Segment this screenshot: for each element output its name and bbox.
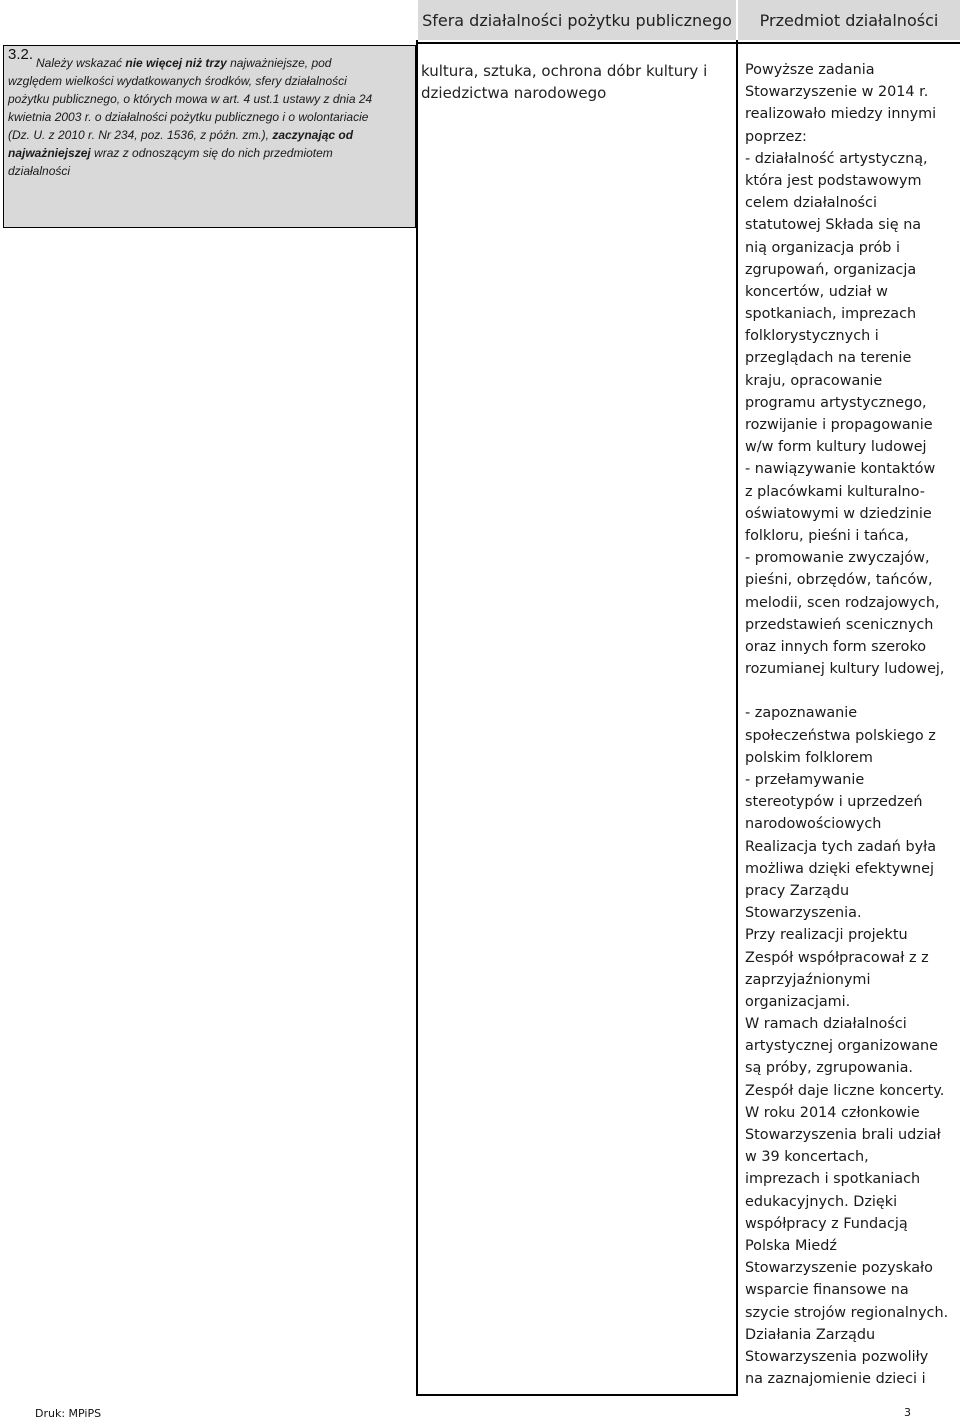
- przedmiot-line: W ramach działalności: [745, 1016, 907, 1033]
- page-number: 3: [904, 1406, 911, 1419]
- przedmiot-line: w/w form kultury ludowej: [745, 439, 927, 456]
- question-segment: Należy wskazać: [36, 56, 126, 70]
- question-segment: wraz z odnoszącym się do nich przedmiotem: [90, 146, 333, 160]
- przedmiot-line: oraz innych form szeroko: [745, 638, 927, 655]
- question-line: [8, 54, 408, 72]
- question-segment: (Dz. U. z 2010 r. Nr 234, poz. 1536, z późn. zm.),: [8, 128, 273, 142]
- przedmiot-line: edukacyjnych. Dzięki: [745, 1193, 898, 1210]
- przedmiot-line: - promowanie zwyczajów,: [745, 550, 930, 567]
- przedmiot-line: nią organizacja prób i: [745, 239, 900, 256]
- przedmiot-line: koncertów, udział w: [745, 283, 888, 300]
- przedmiot-line: W roku 2014 członkowie: [745, 1104, 920, 1121]
- przedmiot-line: rozwijanie i propagowanie: [745, 417, 933, 433]
- header-sfera-label: Sfera działalności pożytku publicznego: [422, 10, 732, 30]
- przedmiot-line: Zespół współpracował z z: [745, 949, 929, 966]
- przedmiot-line: Przy realizacji projektu: [745, 927, 908, 944]
- przedmiot-line: Stowarzyszenia brali udział: [745, 1127, 941, 1143]
- header-sfera-cell: [418, 0, 736, 40]
- przedmiot-line: realizowało miedzy innymi: [745, 106, 937, 123]
- przedmiot-line: współpracy z Fundacją: [745, 1215, 908, 1232]
- header-bottom-rule: [416, 42, 960, 44]
- przedmiot-line: pracy Zarządu: [745, 882, 850, 899]
- przedmiot-line: narodowościowych: [745, 816, 882, 833]
- question-text: [8, 54, 408, 180]
- przedmiot-line: wsparcie finansowe na: [745, 1282, 909, 1299]
- przedmiot-value: [745, 59, 957, 1390]
- przedmiot-line: organizacjami.: [745, 993, 851, 1010]
- przedmiot-line: szycie strojów regionalnych.: [745, 1304, 949, 1321]
- przedmiot-line: stereotypów i uprzedzeń: [745, 794, 923, 811]
- question-line: [8, 108, 408, 126]
- przedmiot-line: społeczeństwa polskiego z: [745, 727, 936, 744]
- question-line: [8, 90, 408, 108]
- przedmiot-line: pieśni, obrzędów, tańców,: [745, 572, 933, 589]
- przedmiot-line: folkloru, pieśni i tańca,: [745, 527, 909, 544]
- przedmiot-line: zaprzyjaźnionymi: [745, 971, 871, 988]
- przedmiot-line: celem działalności: [745, 195, 877, 212]
- przedmiot-line: która jest podstawowym: [745, 172, 922, 189]
- przedmiot-line: możliwa dzięki efektywnej: [745, 860, 934, 877]
- table-bottom-rule: [416, 1394, 738, 1396]
- przedmiot-line: artystycznej organizowane: [745, 1038, 939, 1055]
- column-divider-right: [736, 40, 738, 1396]
- przedmiot-line: Działania Zarządu: [745, 1326, 876, 1343]
- przedmiot-line: Zespół daje liczne koncerty.: [745, 1082, 945, 1099]
- question-line: [8, 144, 408, 162]
- column-divider-left: [416, 40, 418, 1396]
- question-segment: względem wielkości wydatkowanych środków, sfery działalności: [8, 74, 347, 88]
- przedmiot-line: oświatowymi w dziedzinie: [745, 505, 932, 522]
- przedmiot-line: zgrupowań, organizacja: [745, 261, 917, 278]
- przedmiot-line: Polska Miedź: [745, 1237, 837, 1254]
- przedmiot-line: Stowarzyszenie pozyskało: [745, 1260, 933, 1277]
- question-emphasis: zaczynając od: [272, 128, 354, 142]
- przedmiot-line: melodii, scen rodzajowych,: [745, 594, 940, 611]
- przedmiot-line: kraju, opracowanie: [745, 372, 883, 389]
- question-emphasis: najważniejszej: [8, 146, 91, 160]
- przedmiot-line: - nawiązywanie kontaktów: [745, 461, 936, 478]
- przedmiot-line: są próby, zgrupowania.: [745, 1060, 913, 1077]
- question-segment: najważniejsze, pod: [226, 56, 332, 70]
- header-przedmiot-label: Przedmiot działalności: [759, 10, 939, 30]
- przedmiot-line: Stowarzyszenia pozwoliły: [745, 1348, 929, 1365]
- question-line: [8, 72, 408, 90]
- header-przedmiot-cell: [738, 0, 960, 40]
- przedmiot-line: Stowarzyszenia.: [745, 905, 862, 922]
- przedmiot-line: Powyższe zadania: [745, 62, 875, 78]
- question-number: 3.2.: [8, 46, 34, 63]
- question-line: [8, 162, 408, 180]
- przedmiot-line: statutowej Składa się na: [745, 217, 922, 234]
- przedmiot-line: przeglądach na terenie: [745, 350, 912, 367]
- przedmiot-line: folklorystycznych i: [745, 328, 879, 345]
- przedmiot-line: Realizacja tych zadań była: [745, 838, 937, 855]
- question-segment: działalności: [8, 164, 71, 178]
- sfera-value: kultura, sztuka, ochrona dóbr kultury i dziedzictwa narodowego: [421, 62, 708, 102]
- przedmiot-gap: [745, 680, 957, 702]
- przedmiot-line: polskim folklorem: [745, 749, 873, 766]
- przedmiot-line: programu artystycznego,: [745, 394, 927, 411]
- question-emphasis: nie więcej niż trzy: [125, 56, 227, 70]
- przedmiot-line: przedstawień scenicznych: [745, 616, 934, 633]
- przedmiot-line: imprezach i spotkaniach: [745, 1171, 921, 1188]
- przedmiot-line: rozumianej kultury ludowej,: [745, 661, 945, 678]
- przedmiot-line: z placówkami kulturalno-: [745, 483, 925, 500]
- przedmiot-line: spotkaniach, imprezach: [745, 306, 917, 323]
- przedmiot-line: - przełamywanie: [745, 772, 865, 788]
- question-line: [8, 126, 408, 144]
- question-segment: pożytku publicznego, o których mowa w art. 4 ust.1 ustawy z dnia 24: [8, 92, 373, 106]
- footer-print-label: Druk: MPiPS: [35, 1407, 102, 1420]
- przedmiot-line: Stowarzyszenie w 2014 r.: [745, 84, 929, 101]
- question-segment: kwietnia 2003 r. o działalności pożytku publicznego i o wolontariacie: [8, 110, 369, 124]
- przedmiot-line: na zaznajomienie dzieci i: [745, 1371, 926, 1388]
- przedmiot-line: - działalność artystyczną,: [745, 150, 928, 167]
- przedmiot-line: poprzez:: [745, 128, 807, 145]
- przedmiot-line: - zapoznawanie: [745, 705, 858, 722]
- przedmiot-line: w 39 koncertach,: [745, 1149, 869, 1166]
